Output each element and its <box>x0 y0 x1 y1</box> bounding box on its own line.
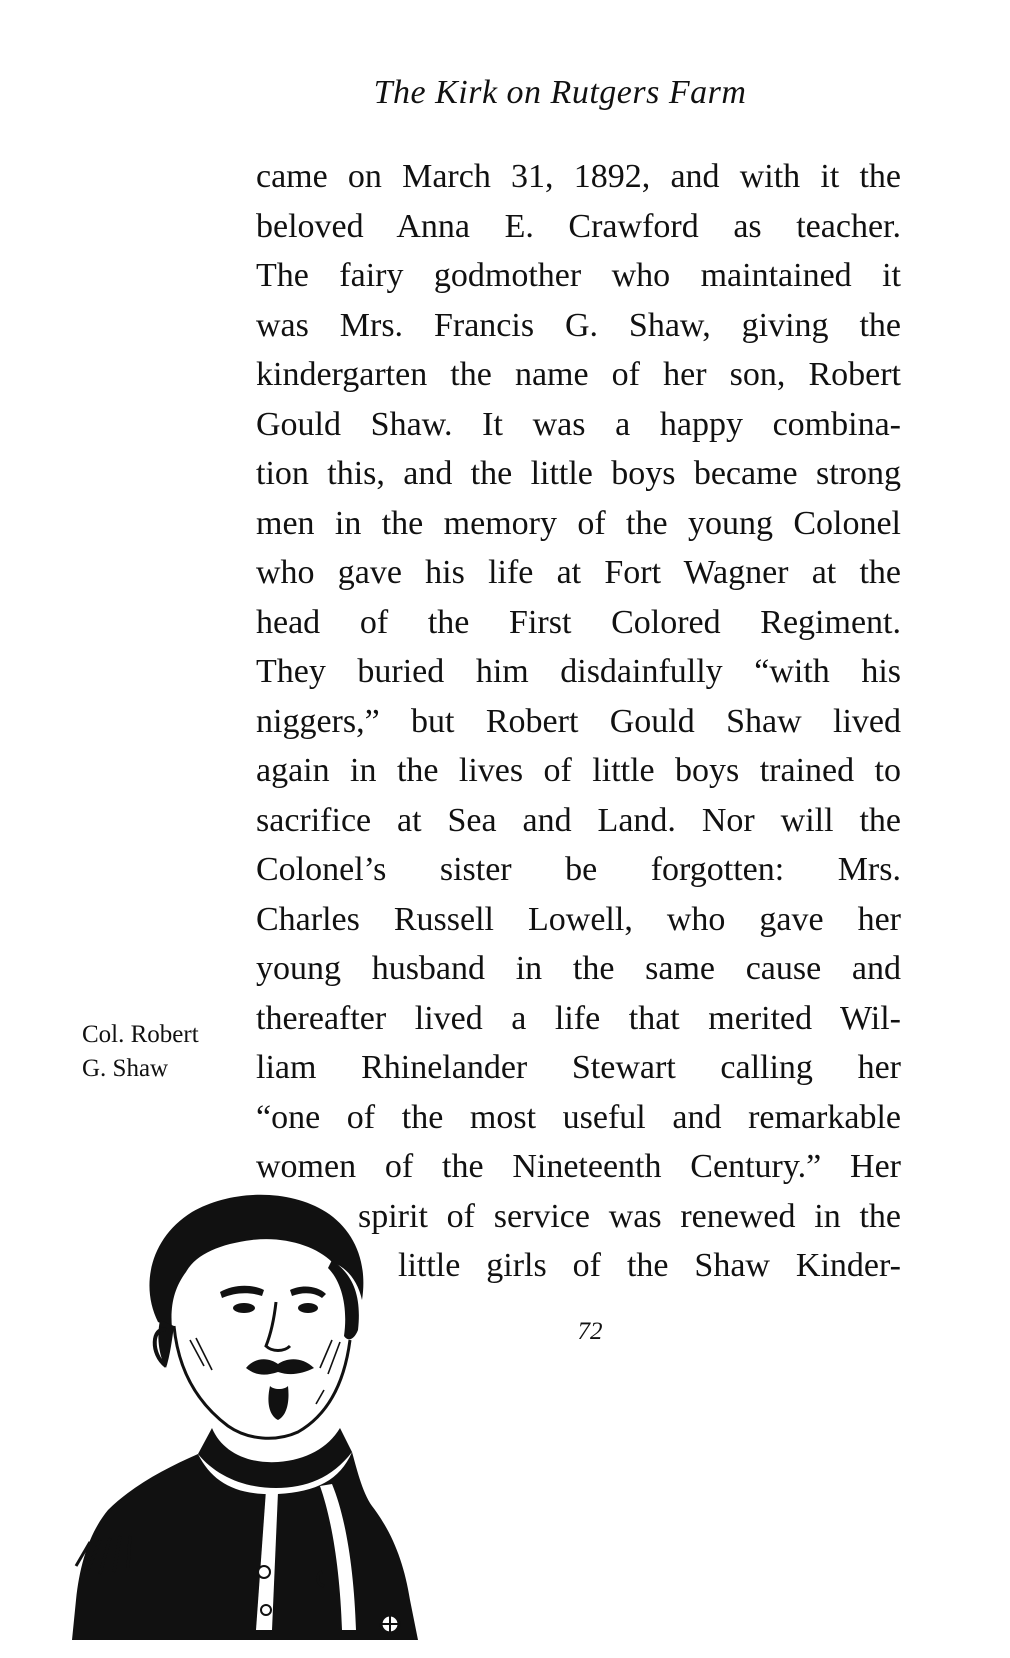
page-number: 72 <box>577 1318 603 1345</box>
eyebrow-right <box>290 1287 326 1298</box>
coat-button <box>258 1566 270 1578</box>
margin-note <box>82 1018 199 1086</box>
text-line: liam Rhinelander Stewart calling her <box>256 1049 901 1086</box>
moustache-shape <box>246 1359 314 1374</box>
text-line: men in the memory of the young Colonel <box>256 504 901 542</box>
nose-line <box>266 1302 290 1351</box>
text-line: niggers,” but Robert Gould Shaw lived <box>256 702 901 740</box>
margin-note-line: G. Shaw <box>82 1055 169 1082</box>
goatee-shape <box>268 1386 288 1420</box>
text-line: little girls of the Shaw Kinder- <box>398 1247 901 1284</box>
face-outline <box>174 1326 350 1438</box>
eyebrow-left <box>220 1286 264 1298</box>
text-line: “one of the most useful and remarkable <box>256 1098 901 1136</box>
text-line: head of the First Colored Regiment. <box>256 603 901 641</box>
text-line: The fairy godmother who maintained it <box>256 257 901 294</box>
text-line: young husband in the same cause and <box>256 950 901 987</box>
portrait-illustration <box>70 1190 420 1640</box>
text-line: Gould Shaw. It was a happy combina- <box>256 405 901 443</box>
eye-left <box>233 1303 255 1313</box>
text-line: spirit of service was renewed in the <box>358 1197 901 1235</box>
hair-shape <box>149 1195 363 1328</box>
text-line: kindergarten the name of her son, Robert <box>256 356 901 393</box>
text-line: came on March 31, 1892, and with it the <box>256 158 901 195</box>
body-text <box>256 152 901 1291</box>
text-line: women of the Nineteenth Century.” Her <box>256 1148 901 1185</box>
text-line: who gave his life at Fort Wagner at the <box>256 554 901 591</box>
text-line: They buried him disdainfully “with his <box>256 653 901 690</box>
text-line: sacrifice at Sea and Land. Nor will the <box>256 801 901 839</box>
eye-right <box>298 1303 318 1313</box>
text-line: tion this, and the little boys became strong <box>256 455 901 492</box>
text-line: was Mrs. Francis G. Shaw, giving the <box>256 306 901 344</box>
coat-button <box>261 1605 271 1615</box>
text-line: thereafter lived a life that merited Wil- <box>256 999 901 1037</box>
text-line: Colonel’s sister be forgotten: Mrs. <box>256 851 901 888</box>
text-line: beloved Anna E. Crawford as teacher. <box>256 207 901 245</box>
margin-note-line: Col. Robert <box>82 1021 199 1048</box>
text-line: again in the lives of little boys trained to <box>256 752 901 789</box>
text-line: Charles Russell Lowell, who gave her <box>256 900 901 938</box>
running-head: The Kirk on Rutgers Farm <box>373 74 747 111</box>
